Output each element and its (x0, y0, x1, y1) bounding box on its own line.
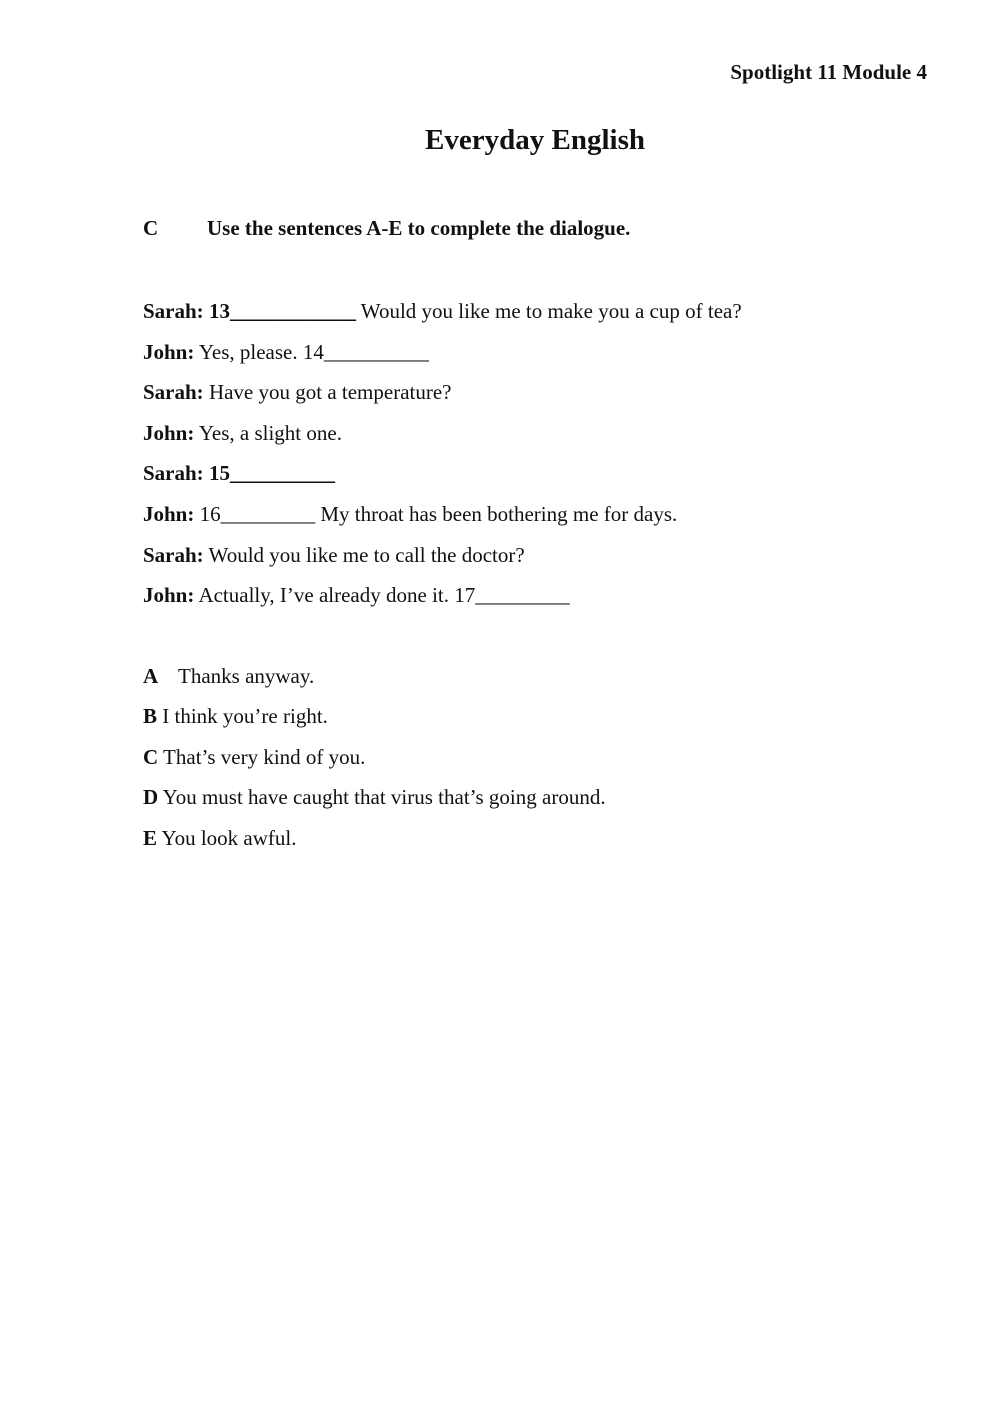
option-b (143, 701, 943, 741)
dialogue-text: Have you got a temperature? (203, 380, 452, 405)
dialogue-line (143, 337, 943, 378)
dialogue-text: Yes, please. 14__________ (194, 339, 429, 364)
speaker-label: Sarah: (143, 461, 204, 486)
answer-options (143, 661, 943, 863)
speaker-label: Sarah: (143, 542, 204, 567)
option-letter: D (143, 785, 159, 810)
speaker-label: John: (143, 339, 195, 364)
option-text: That’s very kind of you. (163, 744, 366, 769)
dialogue-text: Yes, a slight one. (194, 420, 342, 445)
page-title: Everyday English (425, 124, 645, 156)
task-instruction (143, 216, 630, 241)
dialogue (143, 296, 943, 621)
dialogue-line (143, 540, 943, 581)
dialogue-line (143, 296, 943, 337)
dialogue-text: Would you like me to make you a cup of tea? (355, 299, 742, 323)
option-text: You must have caught that virus that’s going around. (162, 785, 606, 810)
dialogue-line (143, 580, 943, 621)
speaker-label: John: (143, 501, 195, 526)
dialogue-text: 16_________ My throat has been bothering me for days. (194, 501, 678, 526)
option-letter: C (143, 744, 159, 769)
option-c (143, 742, 943, 782)
option-a (143, 661, 943, 701)
speaker-label: John: (143, 583, 195, 608)
option-text: Thanks anyway. (178, 664, 315, 688)
dialogue-line (143, 499, 943, 540)
option-d (143, 782, 943, 822)
dialogue-text: Would you like me to call the doctor? (203, 542, 525, 567)
course-label: Spotlight 11 Module 4 (730, 60, 927, 84)
dialogue-line (143, 377, 943, 418)
option-e (143, 823, 943, 863)
task-letter: C (143, 216, 159, 240)
dialogue-text: Actually, I’ve already done it. 17_________ (194, 583, 570, 608)
speaker-label: Sarah: (143, 299, 204, 323)
option-letter: B (143, 704, 158, 729)
option-letter: A (143, 664, 159, 688)
option-letter: E (143, 825, 158, 850)
gap-13: 13____________ (203, 299, 356, 323)
option-text: I think you’re right. (162, 704, 328, 729)
option-text: You look awful. (161, 825, 297, 850)
task-instruction-text: Use the sentences A-E to complete the dialogue. (207, 216, 631, 240)
speaker-label: John: (143, 420, 195, 445)
dialogue-line (143, 458, 943, 499)
gap-15: 15__________ (203, 461, 335, 486)
dialogue-line (143, 418, 943, 459)
speaker-label: Sarah: (143, 380, 204, 405)
